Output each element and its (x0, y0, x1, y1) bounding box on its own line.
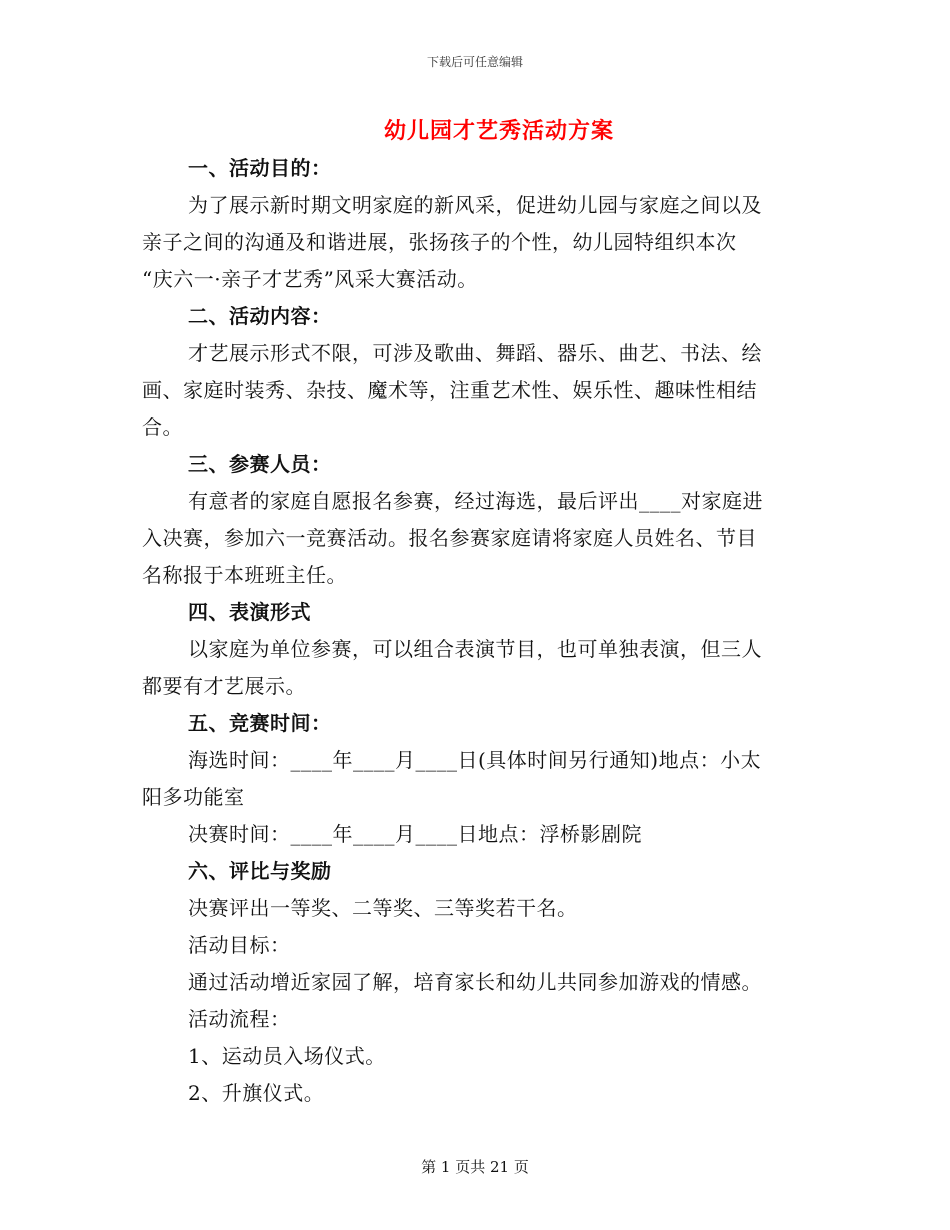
body-text-line: 亲子之间的沟通及和谐进展，张扬孩子的个性，幼儿园特组织本次 (142, 230, 737, 254)
body-text-line: 海选时间：____年____月____日(具体时间另行通知)地点：小太 (188, 748, 762, 772)
body-text-line: 决赛时间：____年____月____日地点：浮桥影剧院 (188, 822, 642, 846)
body-text-line: 决赛评出一等奖、二等奖、三等奖若干名。 (188, 896, 578, 920)
body-text-line: 2、升旗仪式。 (188, 1081, 325, 1105)
body-text-line: 活动目标： (188, 933, 291, 957)
body-text-line: 画、家庭时装秀、杂技、魔术等，注重艺术性、娱乐性、趣味性相结 (142, 378, 757, 402)
section-heading: 六、评比与奖励 (188, 859, 332, 883)
body-text-line: 以家庭为单位参赛，可以组合表演节目，也可单独表演，但三人 (188, 637, 762, 661)
body-text-line: 活动流程： (188, 1007, 291, 1031)
body-text-line: 通过活动增近家园了解，培育家长和幼儿共同参加游戏的情感。 (188, 970, 762, 994)
header-note: 下载后可任意编辑 (426, 55, 523, 69)
section-heading: 一、活动目的： (188, 156, 332, 180)
body-text-line: 合。 (142, 415, 183, 439)
body-text-line: 为了展示新时期文明家庭的新风采，促进幼儿园与家庭之间以及 (188, 193, 762, 217)
section-heading: 四、表演形式 (188, 600, 311, 624)
body-text-line: 名称报于本班班主任。 (142, 563, 347, 587)
body-text-line: 有意者的家庭自愿报名参赛，经过海选，最后评出____对家庭进 (188, 489, 763, 513)
body-text-line: 1、运动员入场仪式。 (188, 1044, 386, 1068)
body-text-line: 入决赛，参加六一竞赛活动。报名参赛家庭请将家庭人员姓名、节目 (142, 526, 757, 550)
body-text-line: 都要有才艺展示。 (142, 674, 306, 698)
section-heading: 五、竞赛时间： (188, 711, 332, 735)
section-heading: 三、参赛人员： (188, 452, 332, 476)
document-title: 幼儿园才艺秀活动方案 (383, 118, 614, 144)
body-text-line: 才艺展示形式不限，可涉及歌曲、舞蹈、器乐、曲艺、书法、绘 (188, 341, 762, 365)
body-text-line: 阳多功能室 (142, 785, 245, 809)
page-number: 第 1 页共 21 页 (421, 1158, 529, 1176)
section-heading: 二、活动内容： (188, 304, 332, 328)
document-body (142, 150, 802, 1112)
body-text-line: “庆六一·亲子才艺秀”风采大赛活动。 (142, 267, 478, 291)
